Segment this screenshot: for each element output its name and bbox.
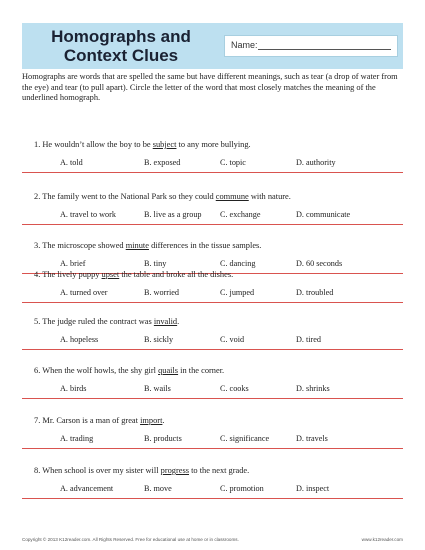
site-url[interactable]: www.k12reader.com bbox=[361, 537, 403, 542]
option-c[interactable]: C. cooks bbox=[220, 384, 249, 393]
option-c[interactable]: C. exchange bbox=[220, 210, 261, 219]
question-text: 6. When the wolf howls, the shy girl quails in the corner. bbox=[34, 366, 225, 375]
name-box bbox=[224, 35, 398, 57]
option-d[interactable]: D. authority bbox=[296, 158, 336, 167]
option-d[interactable]: D. troubled bbox=[296, 288, 334, 297]
option-b[interactable]: B. move bbox=[144, 484, 172, 493]
option-d[interactable]: D. travels bbox=[296, 434, 328, 443]
divider-line bbox=[22, 302, 403, 303]
option-d[interactable]: D. 60 seconds bbox=[296, 259, 343, 268]
underlined-homograph: subject bbox=[152, 140, 177, 149]
option-c[interactable]: C. void bbox=[220, 335, 245, 344]
option-d[interactable]: D. inspect bbox=[296, 484, 330, 493]
copyright-notice: Copyright © 2013 K12reader.com. All Rights Reserved. Free for educational use at home or in classrooms. bbox=[22, 537, 239, 542]
option-d[interactable]: D. shrinks bbox=[296, 384, 330, 393]
divider-line bbox=[22, 498, 403, 499]
divider-line bbox=[22, 398, 403, 399]
title-line-2: Context Clues bbox=[63, 46, 179, 65]
option-b[interactable]: B. exposed bbox=[144, 158, 181, 167]
divider-line bbox=[22, 172, 403, 173]
answer-options bbox=[22, 334, 403, 345]
question-text: 1. He wouldn’t allow the boy to be subject to any more bullying. bbox=[34, 140, 251, 149]
title-line-1: Homographs and bbox=[51, 27, 191, 46]
option-a[interactable]: A. advancement bbox=[60, 484, 114, 493]
question-text: 5. The judge ruled the contract was invalid. bbox=[34, 317, 180, 326]
option-c[interactable]: C. dancing bbox=[220, 259, 256, 268]
option-b[interactable]: B. tiny bbox=[144, 259, 167, 268]
option-d[interactable]: D. tired bbox=[296, 335, 322, 344]
name-field[interactable] bbox=[258, 49, 391, 50]
question-text: 7. Mr. Carson is a man of great import. bbox=[34, 416, 165, 425]
divider-line bbox=[22, 224, 403, 225]
option-a[interactable]: A. brief bbox=[60, 259, 86, 268]
option-b[interactable]: B. sickly bbox=[144, 335, 174, 344]
option-b[interactable]: B. worried bbox=[144, 288, 180, 297]
option-c[interactable]: C. jumped bbox=[220, 288, 255, 297]
underlined-homograph: progress bbox=[160, 466, 190, 475]
option-b[interactable]: B. wails bbox=[144, 384, 171, 393]
option-d[interactable]: D. communicate bbox=[296, 210, 351, 219]
answer-options bbox=[22, 383, 403, 394]
option-a[interactable]: A. travel to work bbox=[60, 210, 116, 219]
underlined-homograph: quails bbox=[158, 366, 179, 375]
divider-line bbox=[22, 448, 403, 449]
option-b[interactable]: B. live as a group bbox=[144, 210, 202, 219]
question-text: 3. The microscope showed minute differences in the tissue samples. bbox=[34, 241, 262, 250]
answer-options bbox=[22, 287, 403, 298]
option-c[interactable]: C. topic bbox=[220, 158, 246, 167]
question-text: 2. The family went to the National Park so they could commune with nature. bbox=[34, 192, 291, 201]
worksheet-header bbox=[22, 23, 403, 69]
underlined-homograph: upset bbox=[101, 270, 120, 279]
question-text: 4. The lively puppy upset the table and broke all the dishes. bbox=[34, 270, 234, 279]
underlined-homograph: minute bbox=[125, 241, 149, 250]
option-a[interactable]: A. birds bbox=[60, 384, 87, 393]
option-c[interactable]: C. significance bbox=[220, 434, 270, 443]
option-a[interactable]: A. told bbox=[60, 158, 83, 167]
option-a[interactable]: A. turned over bbox=[60, 288, 108, 297]
answer-options bbox=[22, 157, 403, 168]
underlined-homograph: invalid bbox=[153, 317, 178, 326]
instructions-text: Homographs are words that are spelled the same but have different meanings, such as tear (a drop of water from the eye) and tear (to pull apart). Circle the letter of the word that most closely matches the meaning of the underlined homograph. bbox=[22, 72, 398, 102]
option-b[interactable]: B. products bbox=[144, 434, 182, 443]
answer-options bbox=[22, 483, 403, 494]
option-a[interactable]: A. hopeless bbox=[60, 335, 99, 344]
option-a[interactable]: A. trading bbox=[60, 434, 94, 443]
answer-options bbox=[22, 209, 403, 220]
answer-options bbox=[22, 258, 403, 269]
worksheet-title bbox=[28, 27, 214, 65]
divider-line bbox=[22, 349, 403, 350]
answer-options bbox=[22, 433, 403, 444]
underlined-homograph: import bbox=[140, 416, 163, 425]
underlined-homograph: commune bbox=[215, 192, 249, 201]
name-label: Name: bbox=[231, 40, 258, 50]
option-c[interactable]: C. promotion bbox=[220, 484, 264, 493]
question-text: 8. When school is over my sister will progress to the next grade. bbox=[34, 466, 250, 475]
